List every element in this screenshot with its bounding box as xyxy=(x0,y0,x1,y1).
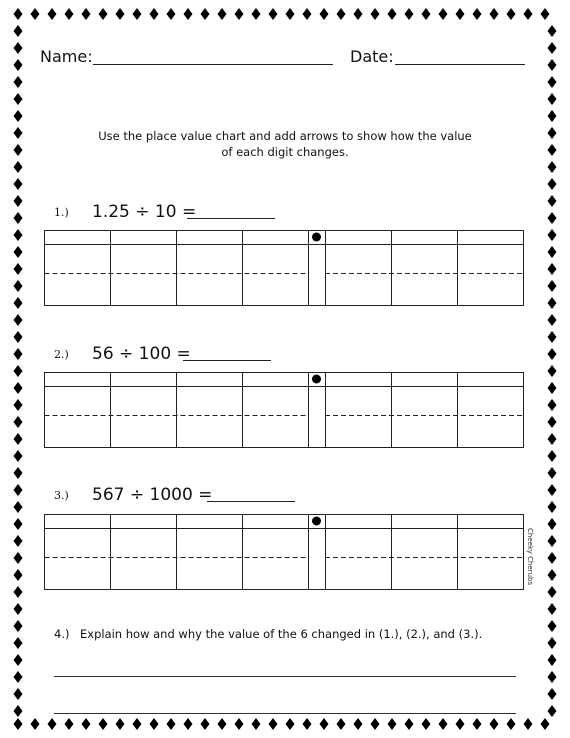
question-number: 4.) xyxy=(54,627,70,641)
diamond-ornament xyxy=(548,280,557,292)
name-field[interactable] xyxy=(93,64,333,65)
diamond-ornament xyxy=(14,671,23,683)
diamond-ornament xyxy=(388,718,397,730)
diamond-ornament xyxy=(548,297,557,309)
diamond-ornament xyxy=(548,246,557,258)
diamond-ornament xyxy=(150,718,159,730)
instructions-line-2: of each digit changes. xyxy=(221,145,349,159)
diamond-ornament xyxy=(133,718,142,730)
diamond-ornament xyxy=(524,718,533,730)
diamond-ornament xyxy=(48,8,57,20)
diamond-ornament xyxy=(548,569,557,581)
chart-frame xyxy=(45,373,524,448)
diamond-ornament xyxy=(14,195,23,207)
diamond-ornament xyxy=(548,416,557,428)
diamond-ornament xyxy=(14,484,23,496)
diamond-ornament xyxy=(269,718,278,730)
diamond-ornament xyxy=(252,8,261,20)
diamond-ornament xyxy=(548,552,557,564)
diamond-ornament xyxy=(235,718,244,730)
diamond-ornament xyxy=(337,718,346,730)
problem-number: 3.) xyxy=(54,489,69,502)
diamond-ornament xyxy=(116,8,125,20)
problem-expression: 567 ÷ 1000 = xyxy=(92,485,213,505)
diamond-ornament xyxy=(14,42,23,54)
diamond-ornament xyxy=(354,718,363,730)
diamond-ornament xyxy=(548,518,557,530)
diamond-ornament xyxy=(490,8,499,20)
diamond-ornament xyxy=(14,688,23,700)
diamond-ornament xyxy=(14,161,23,173)
diamond-ornament xyxy=(82,8,91,20)
diamond-ornament xyxy=(371,8,380,20)
diamond-ornament xyxy=(14,127,23,139)
diamond-ornament xyxy=(14,518,23,530)
instructions-line-1: Use the place value chart and add arrows to show how the value xyxy=(98,129,472,143)
diamond-ornament xyxy=(548,93,557,105)
diamond-ornament xyxy=(14,569,23,581)
diamond-ornament xyxy=(548,331,557,343)
diamond-ornament xyxy=(548,229,557,241)
diamond-ornament xyxy=(14,654,23,666)
diamond-ornament xyxy=(31,718,40,730)
diamond-ornament xyxy=(82,718,91,730)
diamond-ornament xyxy=(14,552,23,564)
diamond-ornament xyxy=(490,718,499,730)
diamond-ornament xyxy=(14,212,23,224)
diamond-ornament xyxy=(133,8,142,20)
chart-frame xyxy=(45,231,524,306)
diamond-ornament xyxy=(548,25,557,37)
problem-expression: 56 ÷ 100 = xyxy=(92,344,191,364)
diamond-ornament xyxy=(14,246,23,258)
decimal-point xyxy=(312,517,321,526)
diamond-ornament xyxy=(320,8,329,20)
diamond-ornament xyxy=(14,365,23,377)
diamond-ornament xyxy=(303,8,312,20)
diamond-ornament xyxy=(14,348,23,360)
diamond-ornament xyxy=(422,718,431,730)
diamond-ornament xyxy=(371,718,380,730)
diamond-ornament xyxy=(548,467,557,479)
diamond-ornament xyxy=(439,8,448,20)
diamond-ornament xyxy=(252,718,261,730)
diamond-ornament xyxy=(303,718,312,730)
place-value-chart[interactable] xyxy=(44,372,524,447)
diamond-ornament xyxy=(14,110,23,122)
diamond-ornament xyxy=(48,718,57,730)
diamond-ornament xyxy=(548,348,557,360)
diamond-ornament xyxy=(548,195,557,207)
name-label: Name: xyxy=(40,47,93,66)
diamond-ornament xyxy=(14,76,23,88)
diamond-ornament xyxy=(14,637,23,649)
diamond-ornament xyxy=(116,718,125,730)
diamond-ornament xyxy=(548,314,557,326)
diamond-ornament xyxy=(354,8,363,20)
answer-field[interactable] xyxy=(207,501,295,502)
diamond-ornament xyxy=(99,718,108,730)
diamond-ornament xyxy=(14,433,23,445)
diamond-ornament xyxy=(337,8,346,20)
diamond-ornament xyxy=(548,127,557,139)
diamond-ornament xyxy=(14,620,23,632)
diamond-ornament xyxy=(201,718,210,730)
diamond-ornament xyxy=(548,705,557,717)
diamond-ornament xyxy=(548,603,557,615)
diamond-ornament xyxy=(548,637,557,649)
diamond-ornament xyxy=(473,8,482,20)
diamond-ornament xyxy=(548,620,557,632)
diamond-ornament xyxy=(14,535,23,547)
diamond-ornament xyxy=(548,501,557,513)
diamond-ornament xyxy=(235,8,244,20)
problem-number: 2.) xyxy=(54,348,69,361)
diamond-ornament xyxy=(99,8,108,20)
diamond-ornament xyxy=(218,718,227,730)
diamond-ornament xyxy=(524,8,533,20)
diamond-ornament xyxy=(14,382,23,394)
problem-number: 1.) xyxy=(54,206,69,219)
question-text: Explain how and why the value of the 6 changed in (1.), (2.), and (3.). xyxy=(80,627,483,641)
diamond-ornament xyxy=(14,178,23,190)
diamond-ornament xyxy=(456,718,465,730)
instructions xyxy=(70,128,500,160)
diamond-ornament xyxy=(548,688,557,700)
diamond-ornament xyxy=(14,467,23,479)
diamond-ornament xyxy=(439,718,448,730)
answer-field[interactable] xyxy=(187,218,275,219)
diamond-ornament xyxy=(14,416,23,428)
diamond-ornament xyxy=(548,535,557,547)
place-value-chart[interactable] xyxy=(44,514,524,589)
diamond-ornament xyxy=(167,8,176,20)
diamond-ornament xyxy=(14,229,23,241)
diamond-ornament xyxy=(65,8,74,20)
diamond-ornament xyxy=(507,8,516,20)
diamond-ornament xyxy=(548,59,557,71)
diamond-ornament xyxy=(548,484,557,496)
diamond-ornament xyxy=(320,718,329,730)
diamond-ornament xyxy=(548,178,557,190)
diamond-ornament xyxy=(456,8,465,20)
diamond-ornament xyxy=(507,718,516,730)
diamond-ornament xyxy=(548,42,557,54)
diamond-ornament xyxy=(14,705,23,717)
side-credit: Cheeky Cherubs xyxy=(526,528,534,586)
diamond-ornament xyxy=(548,161,557,173)
diamond-ornament xyxy=(14,93,23,105)
decimal-point xyxy=(312,233,321,242)
diamond-ornament xyxy=(548,365,557,377)
diamond-ornament xyxy=(548,450,557,462)
diamond-ornament xyxy=(14,718,23,730)
diamond-ornament xyxy=(422,8,431,20)
diamond-ornament xyxy=(548,382,557,394)
diamond-ornament xyxy=(286,8,295,20)
diamond-ornament xyxy=(14,399,23,411)
place-value-chart[interactable] xyxy=(44,230,524,305)
diamond-ornament xyxy=(548,433,557,445)
date-field[interactable] xyxy=(395,64,525,65)
date-label: Date: xyxy=(350,47,394,66)
diamond-ornament xyxy=(405,718,414,730)
diamond-ornament xyxy=(548,212,557,224)
diamond-ornament xyxy=(14,297,23,309)
diamond-ornament xyxy=(473,718,482,730)
diamond-ornament xyxy=(14,8,23,20)
diamond-ornament xyxy=(218,8,227,20)
diamond-ornament xyxy=(167,718,176,730)
diamond-ornament xyxy=(14,280,23,292)
diamond-ornament xyxy=(31,8,40,20)
diamond-ornament xyxy=(388,8,397,20)
diamond-ornament xyxy=(548,399,557,411)
diamond-ornament xyxy=(269,8,278,20)
diamond-ornament xyxy=(405,8,414,20)
diamond-ornament xyxy=(65,718,74,730)
diamond-ornament xyxy=(548,671,557,683)
problem-expression: 1.25 ÷ 10 = xyxy=(92,202,197,222)
diamond-ornament xyxy=(150,8,159,20)
answer-field[interactable] xyxy=(183,360,271,361)
diamond-ornament xyxy=(548,586,557,598)
answer-line-1[interactable] xyxy=(54,676,516,677)
diamond-ornament xyxy=(541,8,550,20)
diamond-ornament xyxy=(14,450,23,462)
diamond-ornament xyxy=(14,25,23,37)
diamond-ornament xyxy=(548,76,557,88)
diamond-ornament xyxy=(184,718,193,730)
diamond-ornament xyxy=(184,8,193,20)
diamond-ornament xyxy=(548,110,557,122)
diamond-ornament xyxy=(201,8,210,20)
diamond-ornament xyxy=(14,144,23,156)
diamond-ornament xyxy=(14,501,23,513)
decimal-point xyxy=(312,375,321,384)
chart-frame xyxy=(45,515,524,590)
diamond-ornament xyxy=(541,718,550,730)
diamond-ornament xyxy=(14,331,23,343)
answer-line-2[interactable] xyxy=(54,713,516,714)
diamond-ornament xyxy=(548,144,557,156)
header xyxy=(40,47,526,71)
diamond-ornament xyxy=(14,59,23,71)
diamond-ornament xyxy=(14,586,23,598)
diamond-ornament xyxy=(14,314,23,326)
diamond-ornament xyxy=(14,263,23,275)
diamond-ornament xyxy=(548,263,557,275)
diamond-ornament xyxy=(548,654,557,666)
diamond-ornament xyxy=(286,718,295,730)
diamond-ornament xyxy=(14,603,23,615)
